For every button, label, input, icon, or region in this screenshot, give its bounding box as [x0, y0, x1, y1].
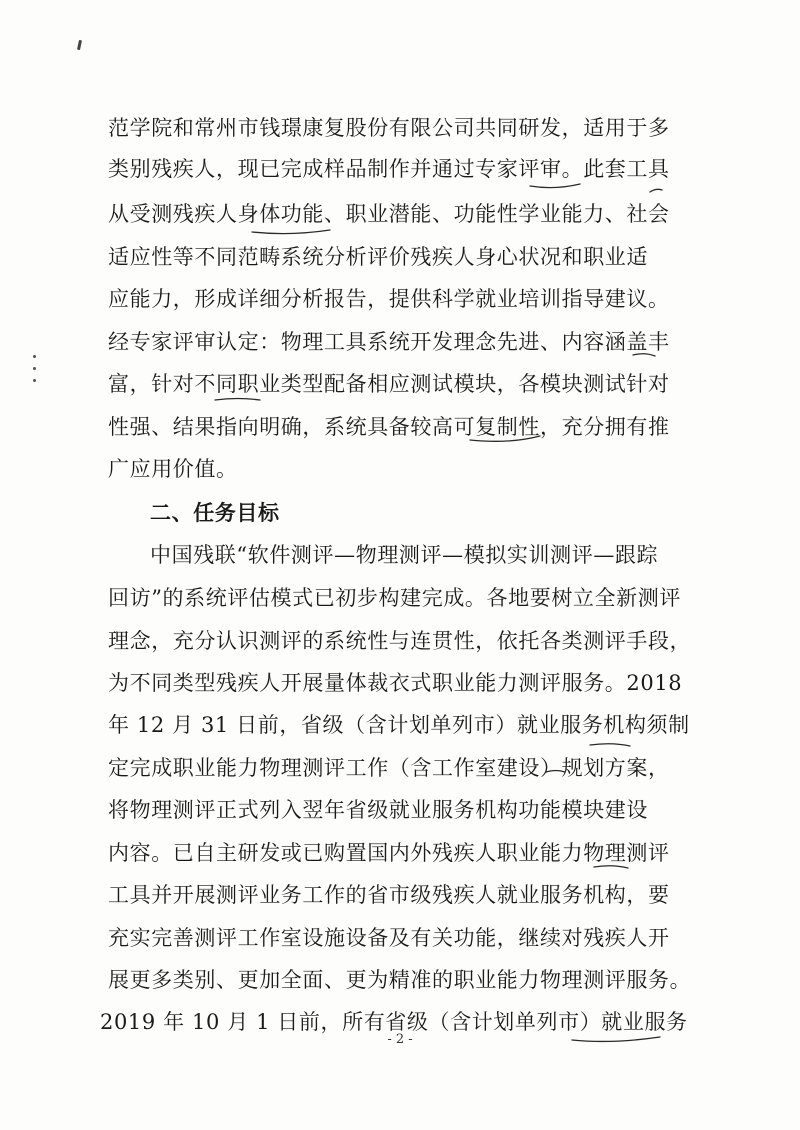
text-line-11: 中国残联“软件测评—物理测评—模拟实训测评—跟踪 [150, 543, 659, 567]
text-line-18: 内容。已自主研发或已购置国内外残疾人职业能力物理测评 [108, 841, 670, 865]
text-line-1: 范学院和常州市钱璟康复股份有限公司共同研发，适用于多 [108, 116, 670, 140]
text-line-4: 适应性等不同范畴系统分析评价残疾人身心状况和职业适 [108, 245, 648, 269]
text-line-6: 经专家评审认定：物理工具系统开发理念先进、内容涵盖丰 [108, 330, 670, 354]
scan-mark [77, 40, 82, 50]
text-line-15: 年 12 月 31 日前，省级（含计划单列市）就业服务机构须制 [108, 713, 690, 737]
text-line-20: 充实完善测评工作室设施设备及有关功能，继续对残疾人开 [108, 926, 670, 950]
binding-holes [32, 355, 38, 385]
text-line-7: 富，针对不同职业类型配备相应测试模块，各模块测试针对 [108, 372, 670, 396]
text-line-19: 工具并开展测评业务工作的省市级残疾人就业服务机构，要 [108, 883, 670, 907]
text-line-14: 为不同类型残疾人开展量体裁衣式职业能力测评服务。2018 [108, 671, 683, 695]
text-line-2: 类别残疾人，现已完成样品制作并通过专家评审。此套工具 [108, 157, 670, 181]
text-line-5: 应能力，形成详细分析报告，提供科学就业培训指导建议。 [108, 287, 670, 311]
text-line-22: 2019 年 10 月 1 日前，所有省级（含计划单列市）就业服务 [100, 1010, 688, 1034]
section-heading: 二、任务目标 [150, 501, 280, 525]
page-number: - 2 - [387, 1032, 413, 1047]
text-line-9: 广应用价值。 [108, 457, 238, 481]
text-line-13: 理念，充分认识测评的系统性与连贯性，依托各类测评手段， [108, 629, 692, 653]
text-line-21: 展更多类别、更加全面、更为精准的职业能力物理测评服务。 [108, 968, 692, 992]
text-line-8: 性强、结果指向明确，系统具备较高可复制性，充分拥有推 [108, 415, 670, 439]
text-line-17: 将物理测评正式列入翌年省级就业服务机构功能模块建设 [108, 798, 648, 822]
text-line-3: 从受测残疾人身体功能、职业潜能、功能性学业能力、社会 [108, 202, 670, 226]
text-line-16: 定完成职业能力物理测评工作（含工作室建设）规划方案， [108, 756, 670, 780]
text-line-12: 回访”的系统评估模式已初步构建完成。各地要树立全新测评 [108, 586, 681, 610]
